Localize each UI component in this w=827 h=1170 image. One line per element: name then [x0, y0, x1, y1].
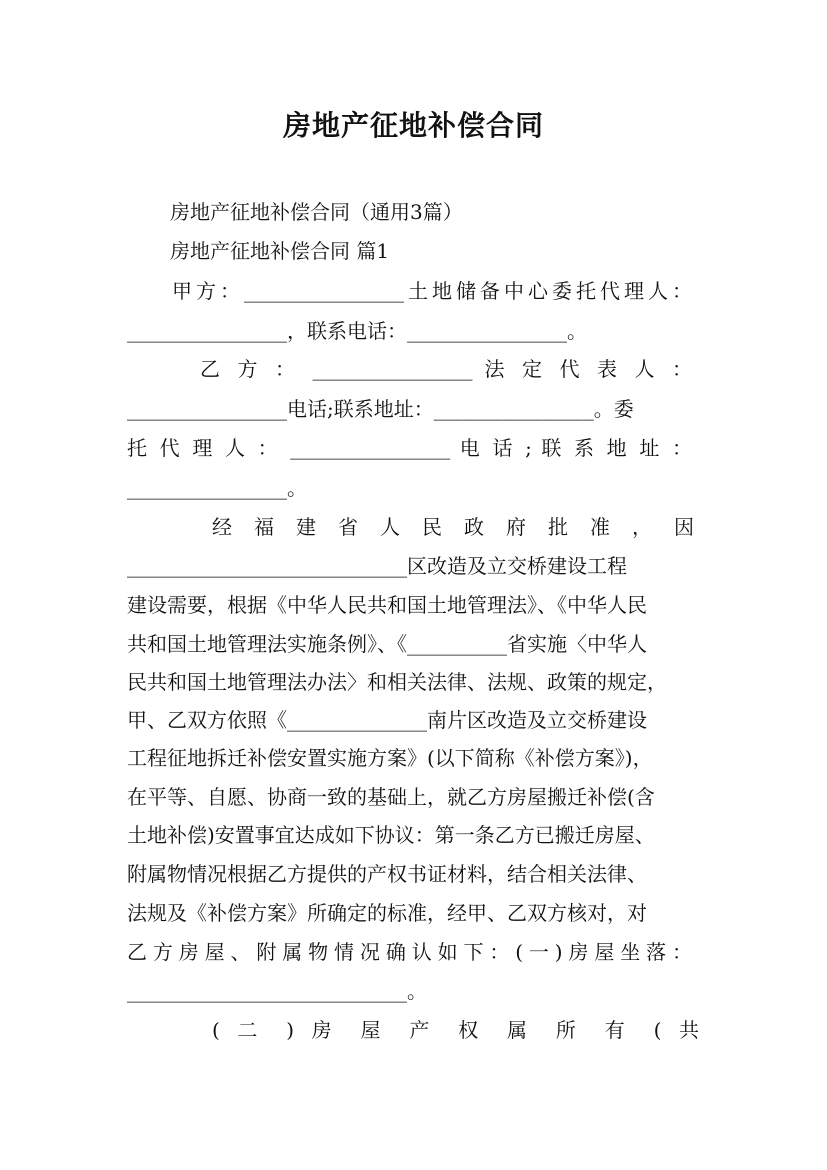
body-line-agent: 托 代 理 人 ： ________________ 电 话 ; 联 系 地 址 ：	[127, 436, 692, 460]
subtitle-line: 房地产征地补偿合同（通用3篇）	[170, 200, 463, 224]
body-line-contact: ________________，联系电话：________________。	[127, 319, 587, 343]
body-line-approval: 经 福 建 省 人 民 政 府 批 准 ， 因	[212, 515, 694, 539]
body-line-location-blank: ____________________________。	[127, 979, 427, 1003]
body-line-agreement: 土地补偿)安置事宜达成如下协议：第一条乙方已搬迁房屋、	[127, 823, 655, 847]
body-line-plan: 甲、乙双方依照《______________南片区改造及立交桥建设	[127, 708, 647, 732]
body-line-policy: 民共和国土地管理法办法〉和相关法律、法规、政策的规定，	[127, 670, 667, 694]
body-line-scheme: 工程征地拆迁补偿安置实施方案》(以下简称《补偿方案》)，	[127, 746, 653, 770]
body-line-location: 乙方房屋、附属物情况确认如下：(一)房屋坐落：	[127, 940, 692, 964]
body-line-party-a: 甲方：________________土地储备中心委托代理人：	[172, 279, 692, 303]
body-line-regulation: 共和国土地管理法实施条例》、《__________省实施〈中华人	[127, 632, 647, 656]
body-line-party-b: 乙 方 ： ________________ 法 定 代 表 人 ：	[200, 357, 692, 381]
body-line-standard: 法规及《补偿方案》所确定的标准，经甲、乙双方核对，对	[127, 901, 647, 925]
section-heading: 房地产征地补偿合同 篇1	[170, 239, 390, 263]
body-line-law: 建设需要，根据《中华人民共和国土地管理法》、《中华人民	[127, 593, 647, 617]
body-line-basis: 在平等、自愿、协商一致的基础上，就乙方房屋搬迁补偿(含	[127, 785, 655, 809]
body-line-materials: 附属物情况根据乙方提供的产权书证材料，结合相关法律、	[127, 862, 647, 886]
body-line-phone-address: ________________电话;联系地址：________________。委	[127, 397, 634, 421]
document-title: 房地产征地补偿合同	[282, 109, 544, 142]
body-line-project: ____________________________区改造及立交桥建设工程	[127, 554, 627, 578]
body-line-blank: ________________。	[127, 476, 307, 500]
body-line-ownership: ( 二 ) 房 屋 产 权 属 所 有 ( 共	[212, 1018, 699, 1042]
